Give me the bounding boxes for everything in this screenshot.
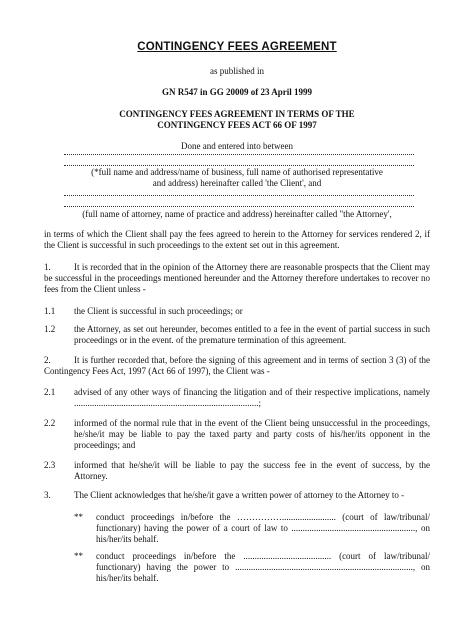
published-line: as published in	[210, 66, 264, 76]
client-blank-line-2	[64, 163, 414, 166]
attorney-blank-line-1	[64, 193, 414, 196]
clause-3-number: 3.	[44, 490, 51, 500]
client-blank-line-1	[64, 152, 414, 155]
subtitle-line-1: CONTINGENCY FEES AGREEMENT IN TERMS OF THE	[119, 109, 355, 119]
clause-2-text: It is further recorded that, before the signing of this agreement and in terms of section 3 (3) of the Contingency Fees Act, 1997 (Act 66 of 1997), the Client was -	[44, 355, 430, 376]
clause-1-text: It is recorded that in the opinion of the Attorney there are reasonable prospects that the Client may be successful in the proceedings mentioned hereunder and the Attorney therefore undertakes to recover no fees from the Client unless -	[44, 262, 430, 294]
subtitle-line-2: CONTINGENCY FEES ACT 66 OF 1997	[157, 120, 317, 130]
bullet-2-text: conduct proceedings in/before the ....................................... (court of law/tribunal/ functionary) having the power to ..............................................................................., on his/her/its behalf.	[96, 551, 430, 583]
client-note-line-2: and address) hereinafter called 'the Client', and	[152, 178, 322, 188]
clause-2-1-number: 2.1	[44, 387, 56, 397]
bullet-1-mark: **	[74, 512, 83, 522]
attorney-note: (full name of attorney, name of practice and address) hereinafter called "the Attorney',	[82, 209, 392, 219]
attorney-blank-line-2	[64, 204, 414, 207]
done-entered-line: Done and entered into between	[181, 141, 293, 151]
client-note-line-1: (*full name and address/name of business, full name of authorised representative	[91, 167, 383, 177]
clause-2-1-text: advised of any other ways of financing the litigation and of their respective implications, namely ..................................................................................;	[74, 387, 430, 408]
document-title: CONTINGENCY FEES AGREEMENT	[137, 41, 337, 53]
clause-1-2-text: the Attorney, as set out hereunder, becomes entitled to a fee in the event of partial success in such proceedings or in the event. of the premature termination of this agreement.	[74, 324, 430, 345]
gazette-line: GN R547 in GG 20009 of 23 April 1999	[161, 87, 312, 97]
clause-2-2-text: informed of the normal rule that in the event of the Client being unsuccessful in the proceedings, he/she/it may be liable to pay the taxed party and party costs of his/her/its opponent in the proceedings; and	[74, 418, 430, 450]
clause-1-2-number: 1.2	[44, 324, 56, 334]
clause-2-3-number: 2.3	[44, 460, 56, 470]
clause-1-1-text: the Client is successful in such proceedings; or	[74, 306, 243, 316]
clause-3-text: The Client acknowledges that he/she/it gave a written power of attorney to the Attorney to -	[74, 490, 405, 500]
clause-2-2-number: 2.2	[44, 418, 56, 428]
clause-2-number: 2.	[44, 355, 51, 365]
bullet-2-mark: **	[74, 551, 83, 561]
clause-1-1-number: 1.1	[44, 306, 56, 316]
intro-paragraph: in terms of which the Client shall pay the fees agreed to herein to the Attorney for services rendered 2, if the Client is successful in such proceedings to the extent set out in this agreement.	[44, 229, 430, 250]
bullet-1-text: conduct proceedings in/before the ……………........................ (court of law/tribunal/ functionary) having the power of a court of law to ......................................................., on his/her/its behalf.	[96, 512, 430, 544]
clause-2-3-text: informed that he/she/it will be liable to pay the success fee in the event of success, by the Attorney.	[74, 460, 430, 481]
clause-1-number: 1.	[44, 262, 51, 272]
